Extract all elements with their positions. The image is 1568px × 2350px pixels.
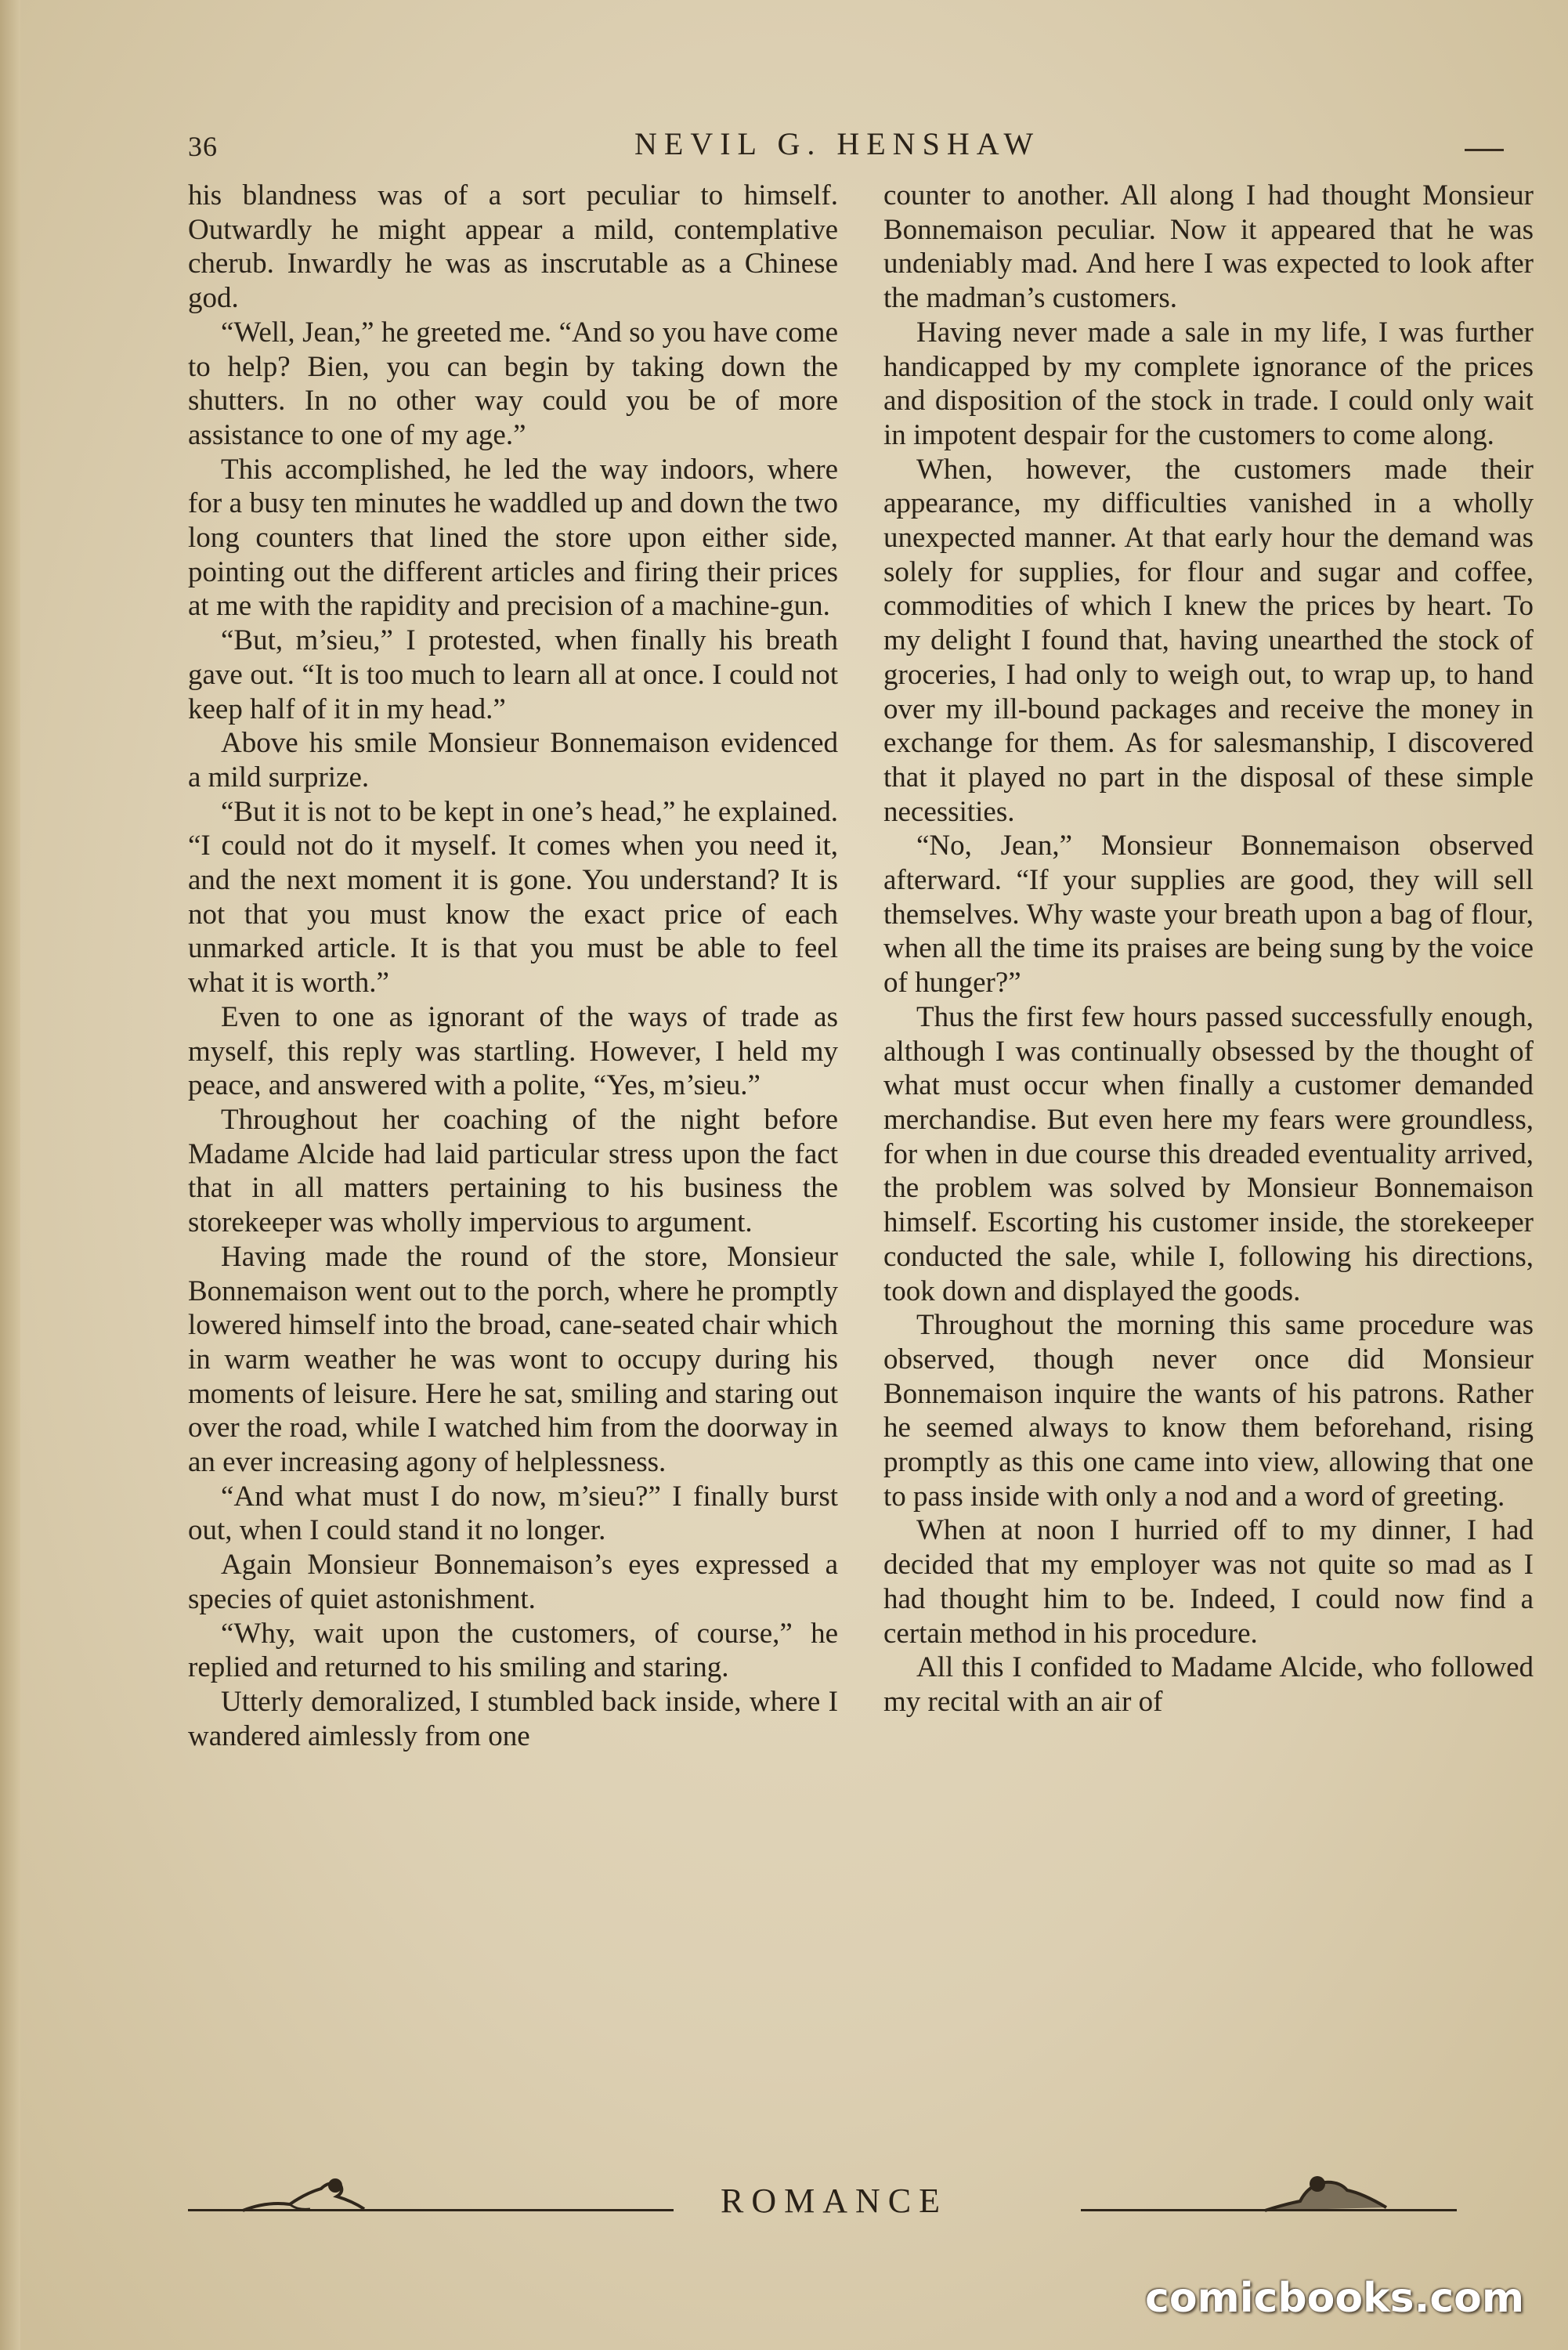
paragraph: “And what must I do now, m’sieu?” I finally burst out, when I could stand it no longer. xyxy=(188,1480,838,1547)
paragraph: Throughout her coaching of the night before Madame Alcide had laid particular stress upon the fact that in all matters pertaining to his business the storekeeper was wholly impervious to argument. xyxy=(188,1103,838,1239)
page-footer xyxy=(188,2170,1504,2232)
header-dash-ornament xyxy=(1465,149,1504,151)
paragraph: Throughout the morning this same procedure was observed, though never once did Monsieur Bonnemaison inquire the wants of his patrons. Rather he seemed always to know them beforehand, rising promptly as this one came into view, allowing that one to pass inside with only a nod and a word of greeting. xyxy=(883,1309,1534,1513)
magazine-title: ROMANCE xyxy=(721,2182,948,2220)
reclining-figure-right-icon xyxy=(1261,2170,1394,2217)
paragraph: Utterly demoralized, I stumbled back inside, where I wandered aimlessly from one xyxy=(188,1685,838,1752)
paragraph: “Why, wait upon the customers, of course,” he replied and returned to his smiling and staring. xyxy=(188,1617,838,1684)
page-number: 36 xyxy=(188,131,218,162)
paragraph: All this I confided to Madame Alcide, who followed my recital with an air of xyxy=(883,1651,1534,1718)
paragraph: Having made the round of the store, Monsieur Bonnemaison went out to the porch, where he promptly lowered himself into the broad, cane-seated chair which in warm weather he was wont to occupy during his moments of leisure. Here he sat, smiling and staring out over the road, while I watched him from the doorway in an ever increasing agony of helplessness. xyxy=(188,1240,838,1479)
paragraph: counter to another. All along I had thought Monsieur Bonnemaison peculiar. Now it appeared that he was undeniably mad. And here I was expected to look after the madman’s customers. xyxy=(883,179,1534,315)
reclining-figure-left-icon xyxy=(235,2170,368,2217)
paragraph: “No, Jean,” Monsieur Bonnemaison observed afterward. “If your supplies are good, they will sell themselves. Why waste your breath upon a bag of flour, when all the time its praises are being sung by the voice of hunger?” xyxy=(883,830,1534,1000)
paragraph: Again Monsieur Bonnemaison’s eyes expressed a species of quiet astonishment. xyxy=(188,1549,838,1615)
paragraph: This accomplished, he led the way indoors, where for a busy ten minutes he waddled up and down the two long counters that lined the store upon either side, pointing out the different articles and firing their prices at me with the rapidity and precision of a machine-gun. xyxy=(188,453,838,623)
left-text-column xyxy=(188,179,838,1753)
watermark: comicbooks.com xyxy=(1145,2275,1525,2322)
paragraph: Even to one as ignorant of the ways of trade as myself, this reply was startling. However, I held my peace, and answered with a polite, “Yes, m’sieu.” xyxy=(188,1000,838,1102)
page-header xyxy=(188,125,1504,172)
right-text-column xyxy=(883,179,1534,1719)
running-head-author: NEVIL G. HENSHAW xyxy=(634,126,1041,161)
paragraph: Above his smile Monsieur Bonnemaison evidenced a mild surprize. xyxy=(188,727,838,794)
paragraph: When at noon I hurried off to my dinner, I had decided that my employer was not quite so mad as I had thought him to be. Indeed, I could now find a certain method in his procedure. xyxy=(883,1514,1534,1650)
paragraph: When, however, the customers made their appearance, my difficulties vanished in a wholly unexpected manner. At that early hour the demand was solely for supplies, for flour and sugar and coffee, commodities of which I knew the prices by heart. To my delight I found that, having unearthed the stock of groceries, I had only to weigh out, to wrap up, to hand over my ill-bound packages and receive the money in exchange for them. As for salesmanship, I discovered that it played no part in the disposal of these simple necessities. xyxy=(883,453,1534,828)
paragraph: “Well, Jean,” he greeted me. “And so you have come to help? Bien, you can begin by taking down the shutters. In no other way could you be of more assistance to one of my age.” xyxy=(188,316,838,451)
paragraph: “But, m’sieu,” I protested, when finally his breath gave out. “It is too much to learn all at once. I could not keep half of it in my head.” xyxy=(188,624,838,725)
paragraph: Thus the first few hours passed successfully enough, although I was continually obsessed by the thought of what must occur when finally a customer demanded merchandise. But even here my fears were groundless, for when in due course this dreaded eventuality arrived, the problem was solved by Monsieur Bonnemaison himself. Escorting his customer inside, the storekeeper conducted the sale, while I, following his directions, took down and displayed the goods. xyxy=(883,1000,1534,1307)
paragraph: Having never made a sale in my life, I was further handicapped by my complete ignorance of the prices and disposition of the stock in trade. I could only wait in impotent despair for the customers to come along. xyxy=(883,316,1534,451)
paragraph: “But it is not to be kept in one’s head,” he explained. “I could not do it myself. It comes when you need it, and the next moment it is gone. You understand? It is not that you must know the exact price of each unmarked article. It is that you must be able to feel what it is worth.” xyxy=(188,795,838,1000)
page-binding-edge xyxy=(0,0,20,2350)
paragraph: his blandness was of a sort peculiar to himself. Outwardly he might appear a mild, contemplative cherub. Inwardly he was as inscrutable as a Chinese god. xyxy=(188,179,838,315)
